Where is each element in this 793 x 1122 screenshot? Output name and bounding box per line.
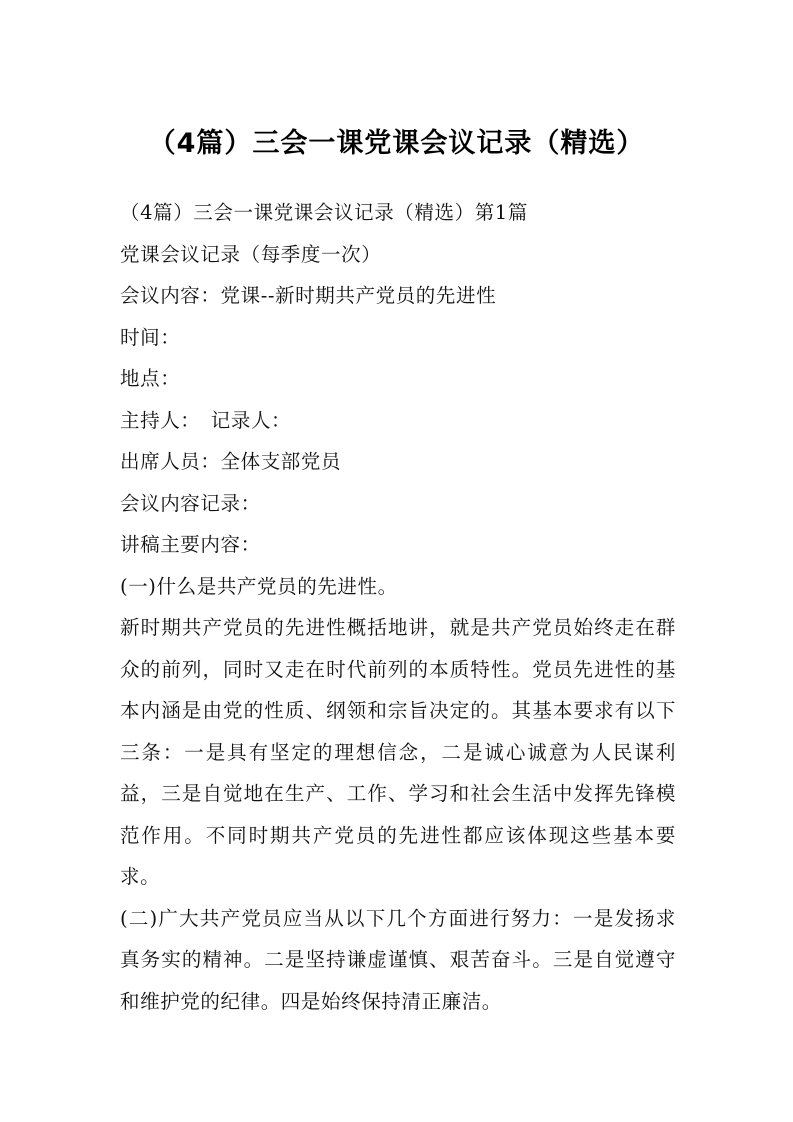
attendees-line: 出席人员：全体支部党员 — [120, 450, 342, 473]
document-title: （4篇）三会一课党课会议记录（精选） — [148, 128, 645, 159]
time-line: 时间： — [120, 325, 181, 349]
subtitle-line: （4篇）三会一课党课会议记录（精选）第1篇 — [120, 201, 528, 224]
section-one-paragraph: 新时期共产党员的先进性概括地讲，就是共产党员始终走在群众的前列，同时又走在时代前列的本质特性。党员先进性的基本内涵是由党的性质、纲领和宗旨决定的。其基本要求有以下三条：一是具有坚定的理想信念，二是诚心诚意为人民谋利益，三是自觉地在生产、工作、学习和社会生活中发挥先锋模范作用。不同时期共产党员的先进性都应该体现这些基本要求。 — [120, 616, 676, 888]
lecture-label-line: 讲稿主要内容： — [120, 533, 261, 556]
section-two-paragraph: (二)广大共产党员应当从以下几个方面进行努力：一是发扬求真务实的精神。二是坚持谦虚谨慎、艰苦奋斗。三是自觉遵守和维护党的纪律。四是始终保持清正廉洁。 — [120, 906, 676, 1013]
document-body — [120, 192, 676, 1022]
location-line: 地点： — [120, 367, 181, 390]
host-recorder-line: 主持人： 记录人： — [120, 408, 292, 432]
meeting-content-line: 会议内容：党课--新时期共产党员的先进性 — [120, 284, 497, 307]
section-one-heading: (一)什么是共产党员的先进性。 — [120, 574, 398, 598]
record-type-line: 党课会议记录（每季度一次） — [120, 242, 382, 266]
minutes-label-line: 会议内容记录： — [120, 491, 261, 515]
